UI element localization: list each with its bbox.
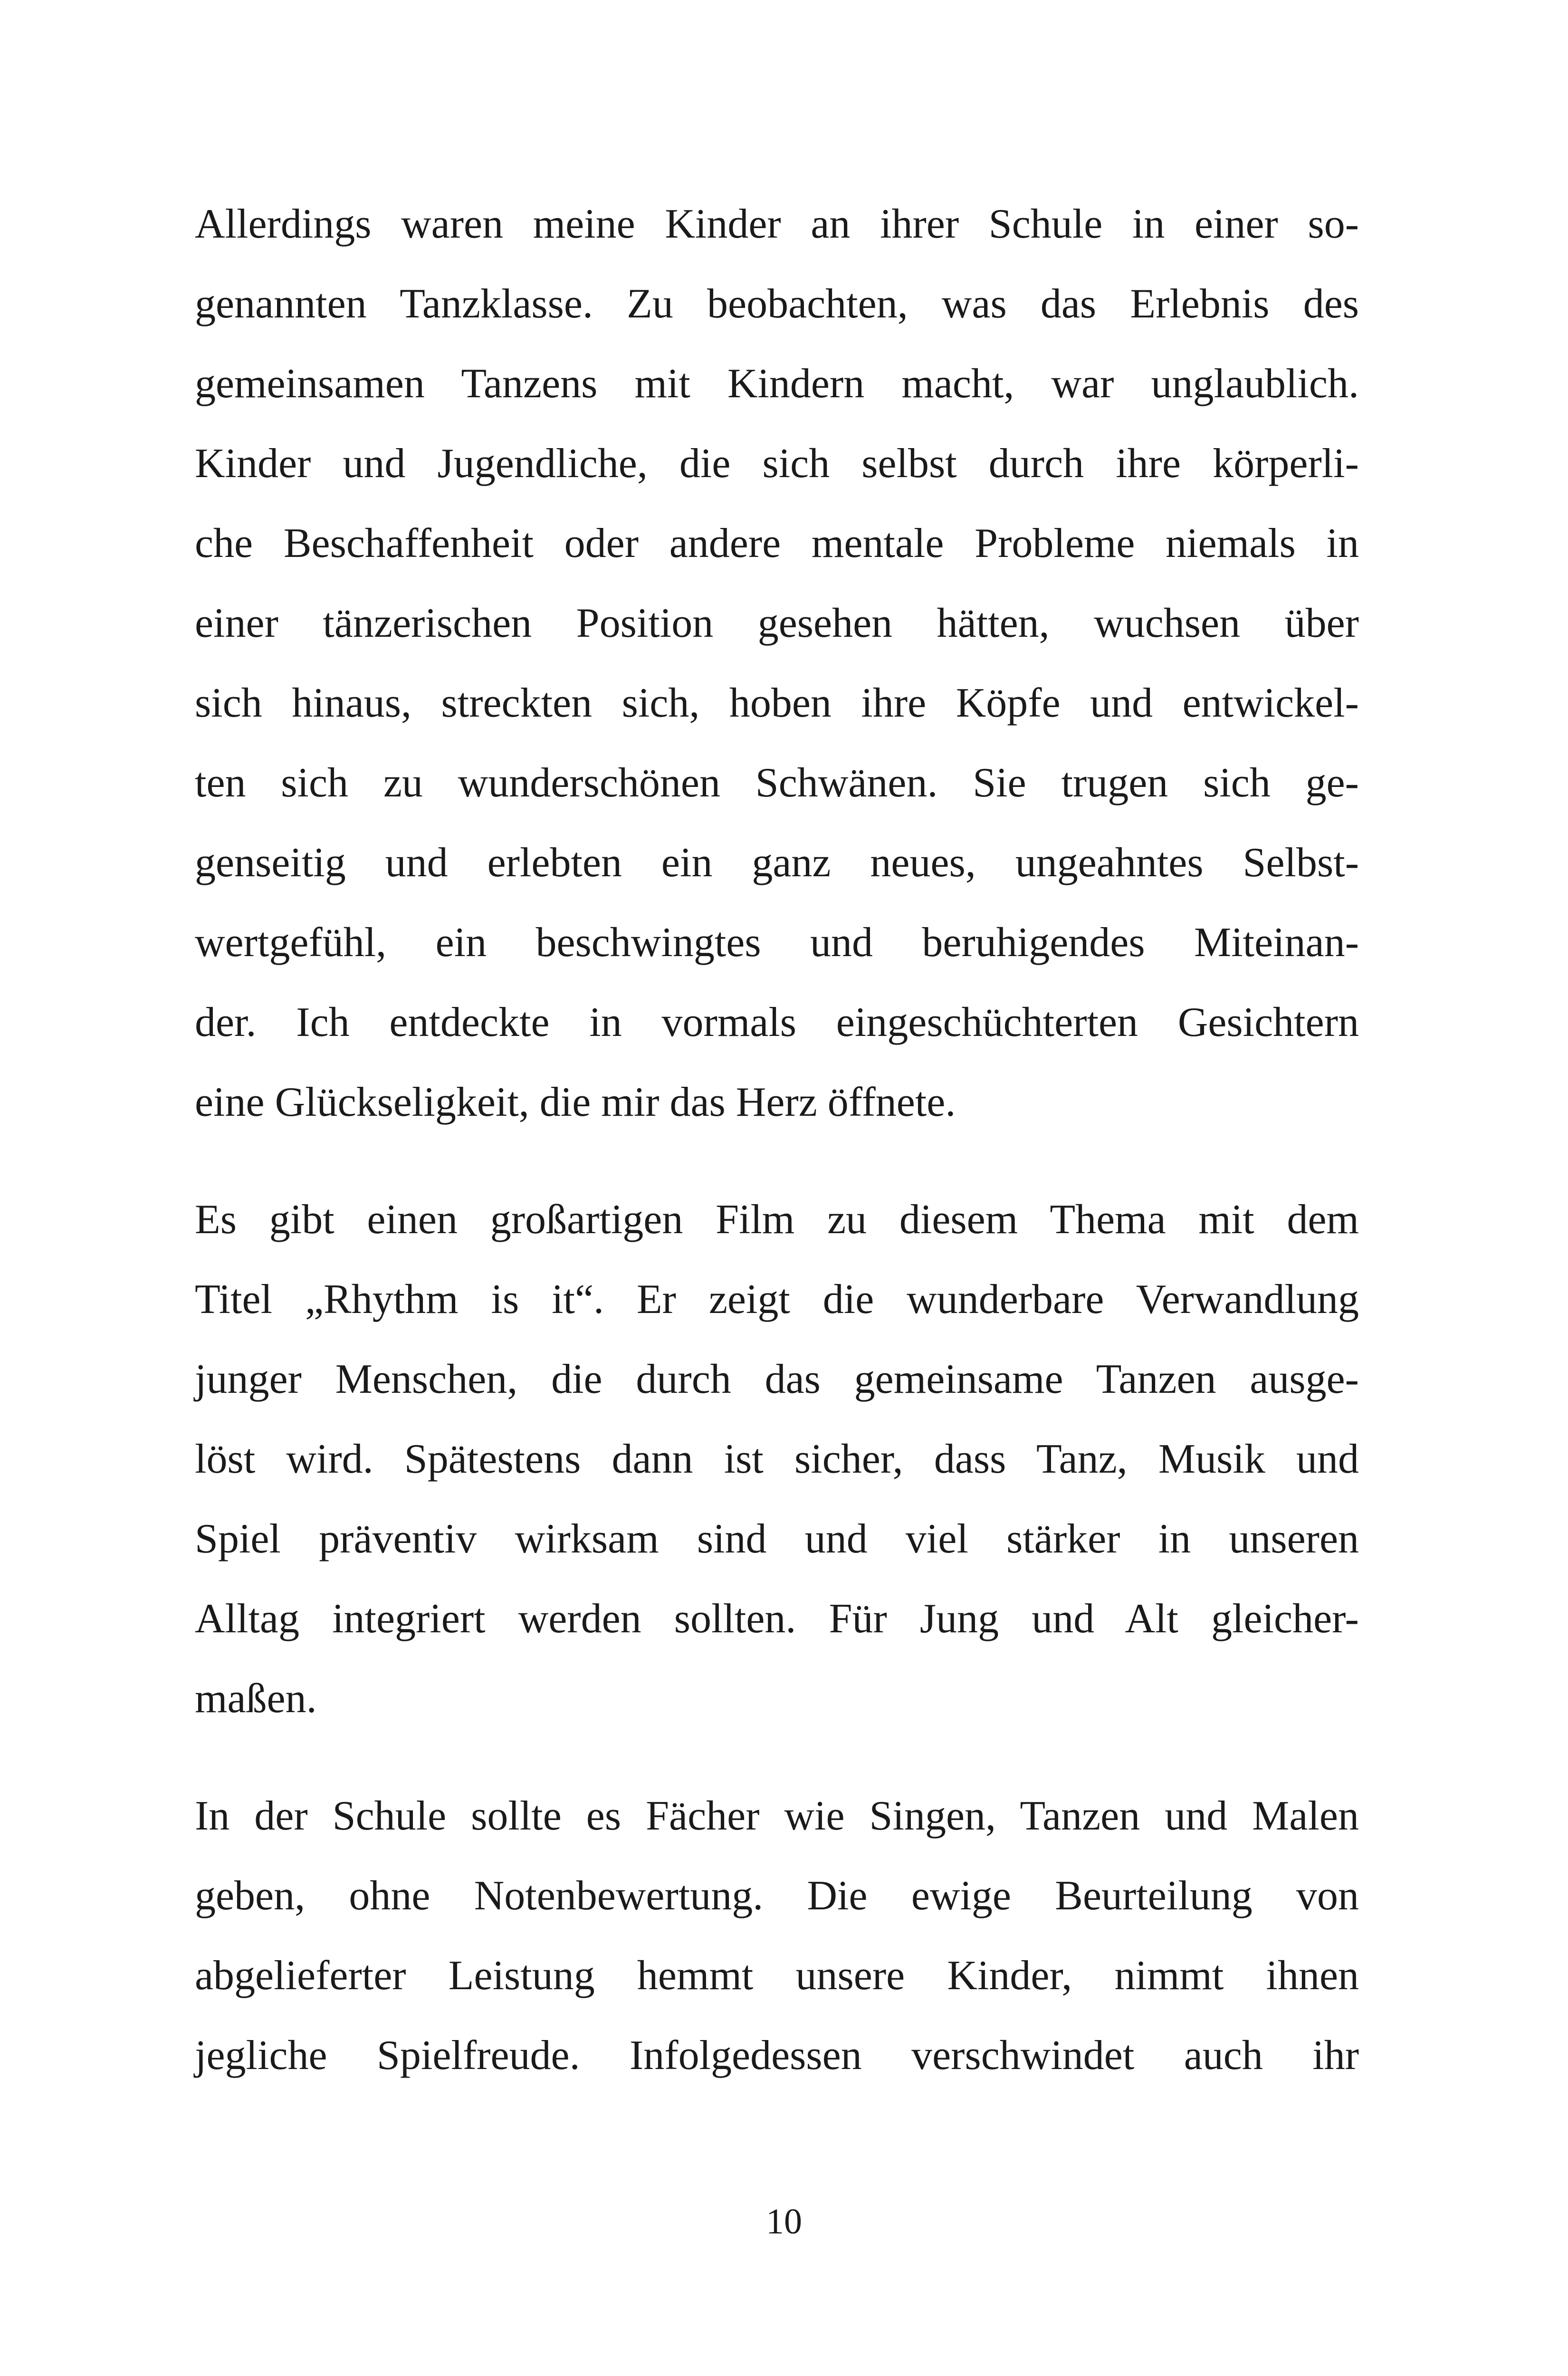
text-line: che Beschaffenheit oder andere mentale Probleme niemals in: [195, 520, 1359, 566]
text-line: abgelieferter Leistung hemmt unsere Kinder, nimmt ihnen: [195, 1953, 1359, 1999]
text-line: der. Ich entdeckte in vormals eingeschüchterten Gesichtern: [195, 999, 1359, 1045]
text-line: geben, ohne Notenbewertung. Die ewige Beurteilung von: [195, 1873, 1359, 1919]
text-line: eine Glückseligkeit, die mir das Herz öffnete.: [195, 1079, 956, 1125]
text-line: wertgefühl, ein beschwingtes und beruhigendes Miteinan-: [195, 920, 1359, 966]
text-line: einer tänzerischen Position gesehen hätten, wuchsen über: [195, 600, 1359, 646]
paragraph-3: [195, 1776, 1359, 2096]
text-line: Kinder und Jugendliche, die sich selbst durch ihre körperli-: [195, 441, 1359, 487]
text-line: Alltag integriert werden sollten. Für Jung und Alt gleicher-: [195, 1596, 1359, 1642]
text-line: junger Menschen, die durch das gemeinsame Tanzen ausge-: [195, 1356, 1359, 1402]
text-line: Allerdings waren meine Kinder an ihrer Schule in einer so-: [195, 201, 1359, 247]
text-line: gemeinsamen Tanzens mit Kindern macht, war unglaublich.: [195, 361, 1359, 407]
text-line: genannten Tanzklasse. Zu beobachten, was das Erlebnis des: [195, 281, 1359, 327]
paragraph-2: [195, 1180, 1359, 1739]
page-number: 10: [766, 2202, 802, 2242]
paragraph-1: [195, 184, 1359, 1142]
text-line: In der Schule sollte es Fächer wie Singen, Tanzen und Malen: [195, 1793, 1359, 1839]
text-line: Spiel präventiv wirksam sind und viel stärker in unseren: [195, 1516, 1359, 1562]
text-line: sich hinaus, streckten sich, hoben ihre Köpfe und entwickel-: [195, 680, 1359, 726]
text-line: maßen.: [195, 1676, 317, 1722]
text-line: genseitig und erlebten ein ganz neues, ungeahntes Selbst-: [195, 840, 1359, 886]
text-line: jegliche Spielfreude. Infolgedessen verschwindet auch ihr: [195, 2032, 1359, 2079]
text-line: Es gibt einen großartigen Film zu diesem Thema mit dem: [195, 1197, 1359, 1243]
text-line: ten sich zu wunderschönen Schwänen. Sie trugen sich ge-: [195, 760, 1359, 806]
text-line: löst wird. Spätestens dann ist sicher, dass Tanz, Musik und: [195, 1436, 1359, 1482]
text-line: Titel „Rhythm is it“. Er zeigt die wunderbare Verwandlung: [195, 1276, 1359, 1322]
